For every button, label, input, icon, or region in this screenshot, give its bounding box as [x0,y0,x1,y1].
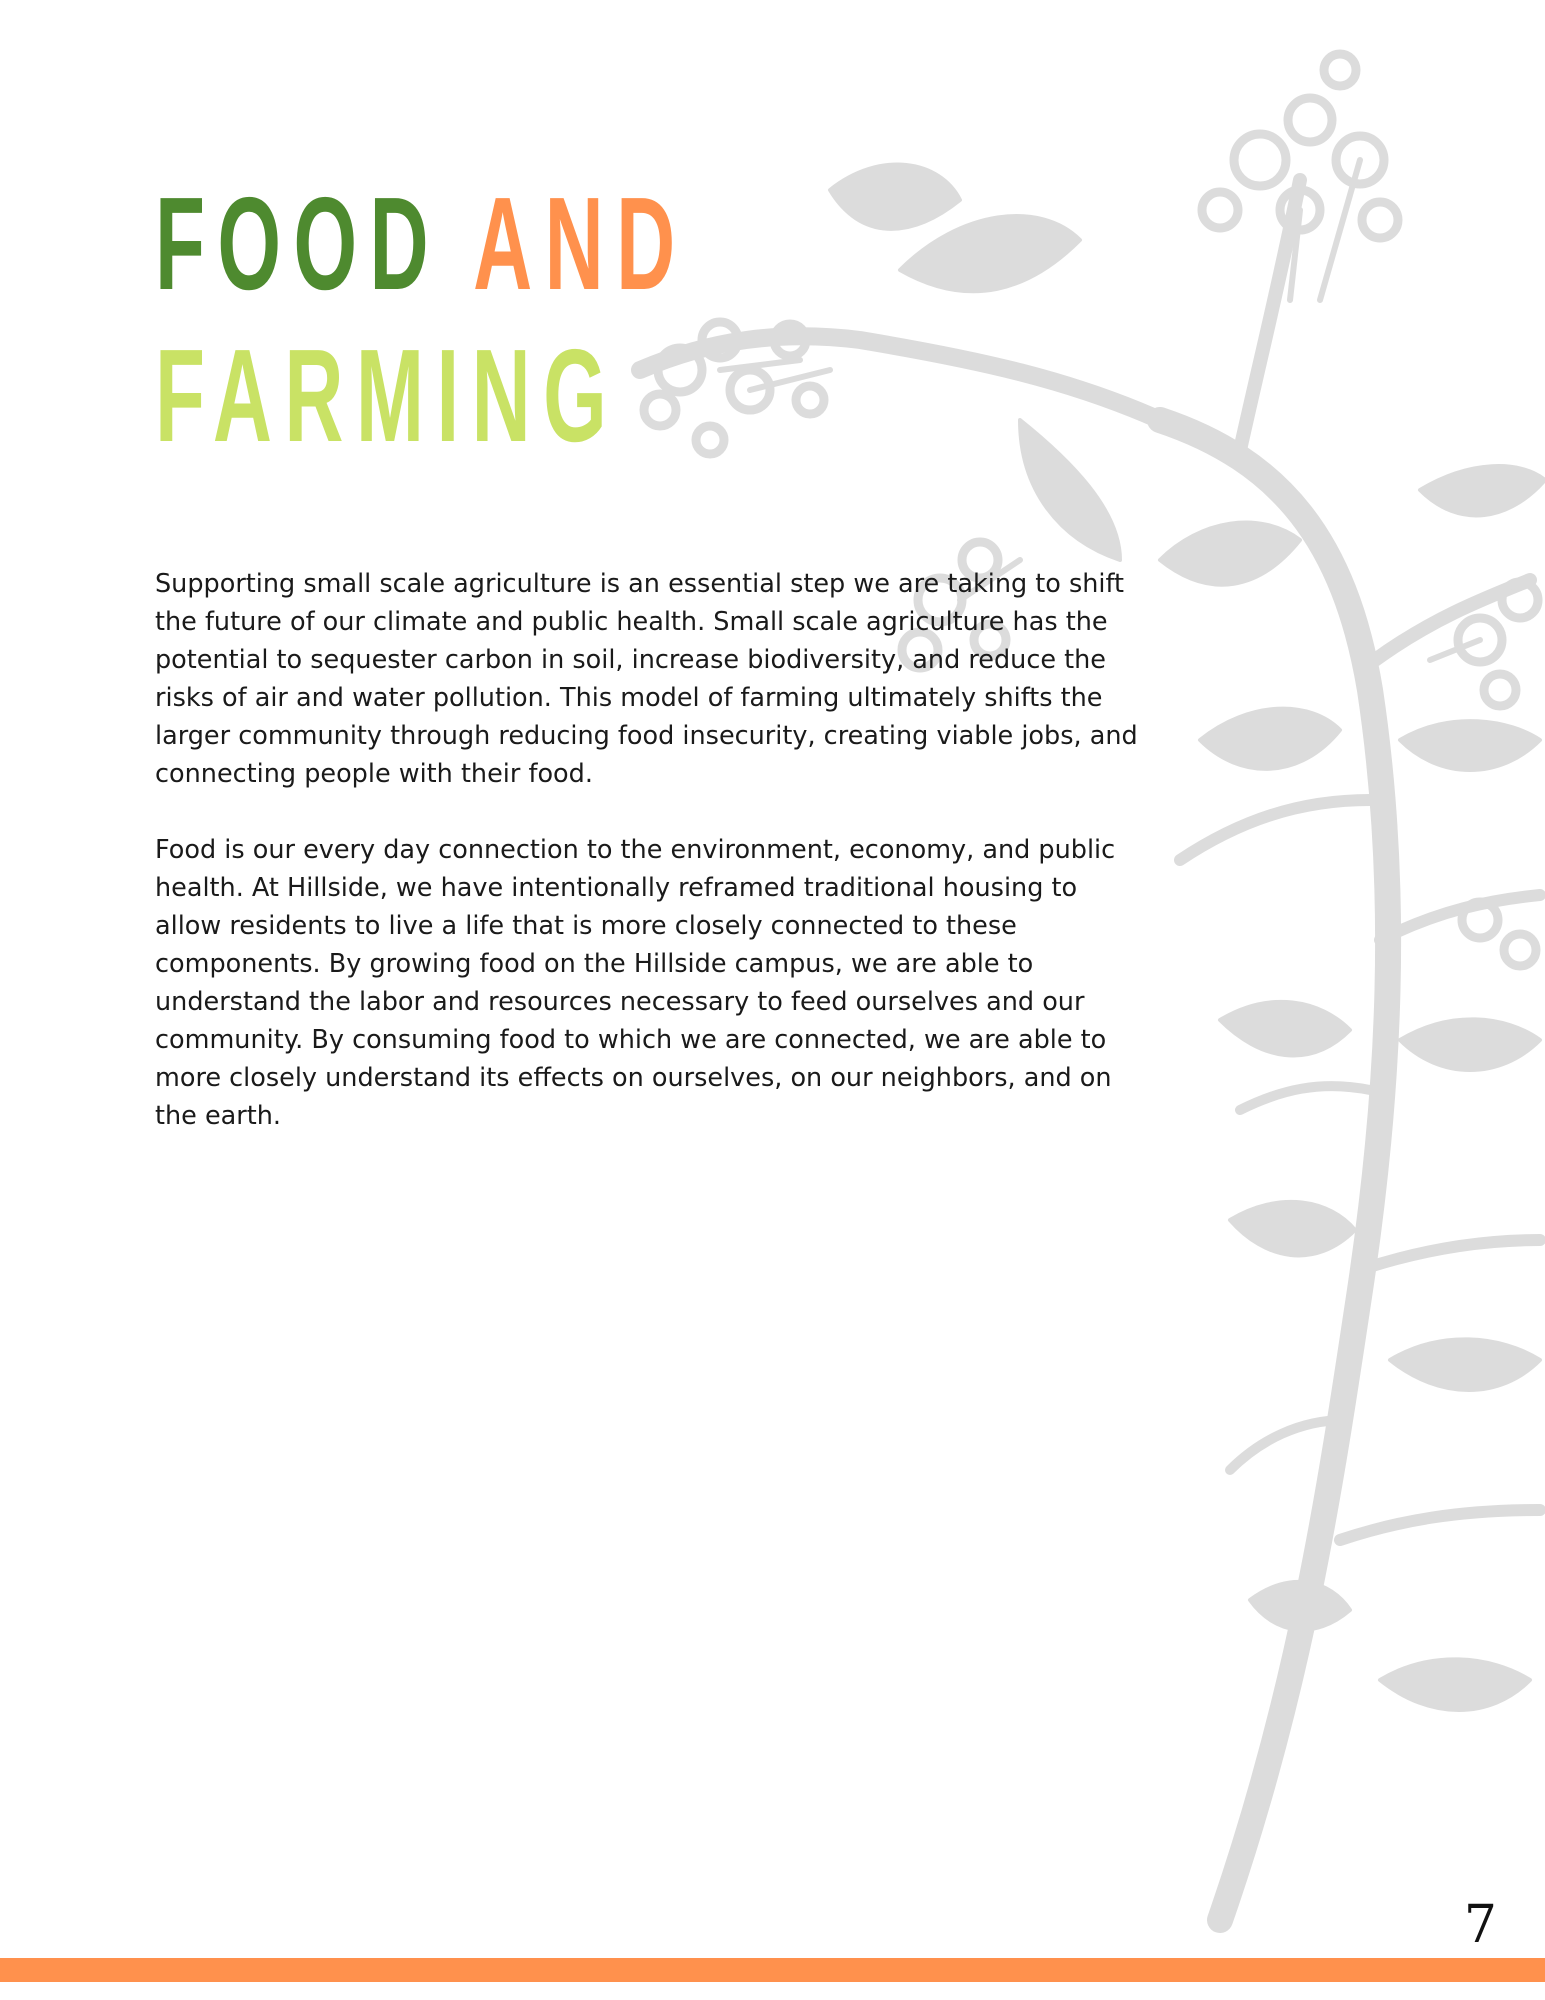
footer-bar [0,1958,1545,1982]
page-number: 7 [1463,1895,1497,1955]
paragraph-food-connection: Food is our every day connection to the environment, economy, and public health. At Hillside, we have intentionally reframed traditional housing to allow residents to live a life that is more closely connected to these components. By growing food on the Hillside campus, we are able to understand the labor and resources necessary to feed ourselves and our community. By consuming food to which we are connected, we are able to more closely understand its effects on ourselves, on our neighbors, and on the earth. [155,835,1116,1131]
title-word-farming: FARMING [155,322,620,469]
page-title [155,168,688,472]
paragraph-small-scale-agriculture: Supporting small scale agriculture is an essential step we are taking to shift the future of our climate and public health. Small scale agriculture has the potential to sequester carbon in soil, increase biodiversity, and reduce the risks of air and water pollution. This model of farming ultimately shifts the larger community through reducing food insecurity, creating viable jobs, and connecting people with their food. [155,569,1138,789]
body-text [155,565,1145,1173]
title-word-and: AND [473,170,688,317]
title-word-food: FOOD [155,170,442,317]
